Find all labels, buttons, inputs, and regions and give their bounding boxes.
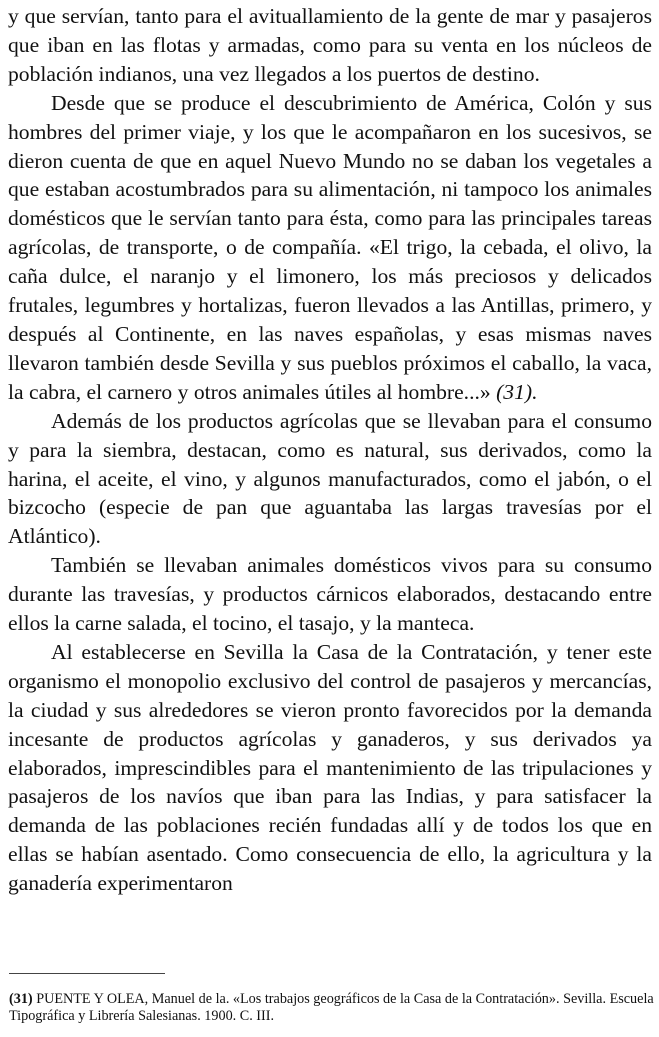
footnote: [9, 991, 654, 1025]
footnote-divider: [9, 973, 165, 974]
paragraph-continuation: y que servían, tanto para el avituallamiento de la gente de mar y pasajeros que iban en las flotas y armadas, como para su venta en los núcleos de población indianos, una vez llegados a los puertos de destino.: [8, 4, 652, 86]
paragraph-casa-contratacion: Al establecerse en Sevilla la Casa de la Contratación, y tener este organismo el monopolio exclusivo del control de pasajeros y mercancías, la ciudad y sus alrededores se vieron pronto favorecidos por la demanda incesante de productos agrícolas y ganaderos, y sus derivados ya elaborados, imprescindibles para el mantenimiento de las tripulaciones y pasajeros de los navíos que iban para las Indias, y para satisfacer la demanda de las poblaciones recién fundadas allí y de todos los que en ellas se habían asentado. Como consecuencia de ello, la agricultura y la ganadería experimentaron: [8, 639, 652, 896]
page-body: [8, 2, 652, 898]
footnote-text: PUENTE Y OLEA, Manuel de la. «Los trabajos geográficos de la Casa de la Contratación». Sevilla. Escuela Tipográfica y Librería Salesianas. 1900. C. III.: [9, 991, 654, 1024]
paragraph-discovery: [8, 89, 652, 407]
paragraph-agricultural-products: Además de los productos agrícolas que se llevaban para el consumo y para la siembra, destacan, como es natural, sus derivados, como la harina, el aceite, el vino, y algunos manufacturados, como el jabón, o el bizcocho (especie de pan que aguantaba las largas travesías por el Atlántico).: [8, 408, 652, 549]
paragraph-livestock: También se llevaban animales domésticos vivos para su consumo durante las travesías, y productos cárnicos elaborados, destacando entre ellos la carne salada, el tocino, el tasajo, y la manteca.: [8, 553, 652, 636]
footnote-reference: (31).: [496, 379, 538, 404]
footnote-number: (31): [9, 991, 33, 1007]
paragraph-text: Desde que se produce el descubrimiento de América, Colón y sus hombres del primer viaje, y los que le acompañaron en los sucesivos, se dieron cuenta de que en aquel Nuevo Mundo no se daban los vegetales a que estaban acostumbrados para su alimentación, ni tampoco los animales domésticos que le servían tanto para ésta, como para las principales tareas agrícolas, de transporte, o de compañía. «El trigo, la cebada, el olivo, la caña dulce, el naranjo y el limonero, los más preciosos y delicados frutales, legumbres y hortalizas, fueron llevados a las Antillas, primero, y después al Continente, en las naves españolas, y esas mismas naves llevaron también desde Sevilla y sus pueblos próximos el caballo, la vaca, la cabra, el carnero y otros animales útiles al hombre...»: [8, 90, 652, 404]
